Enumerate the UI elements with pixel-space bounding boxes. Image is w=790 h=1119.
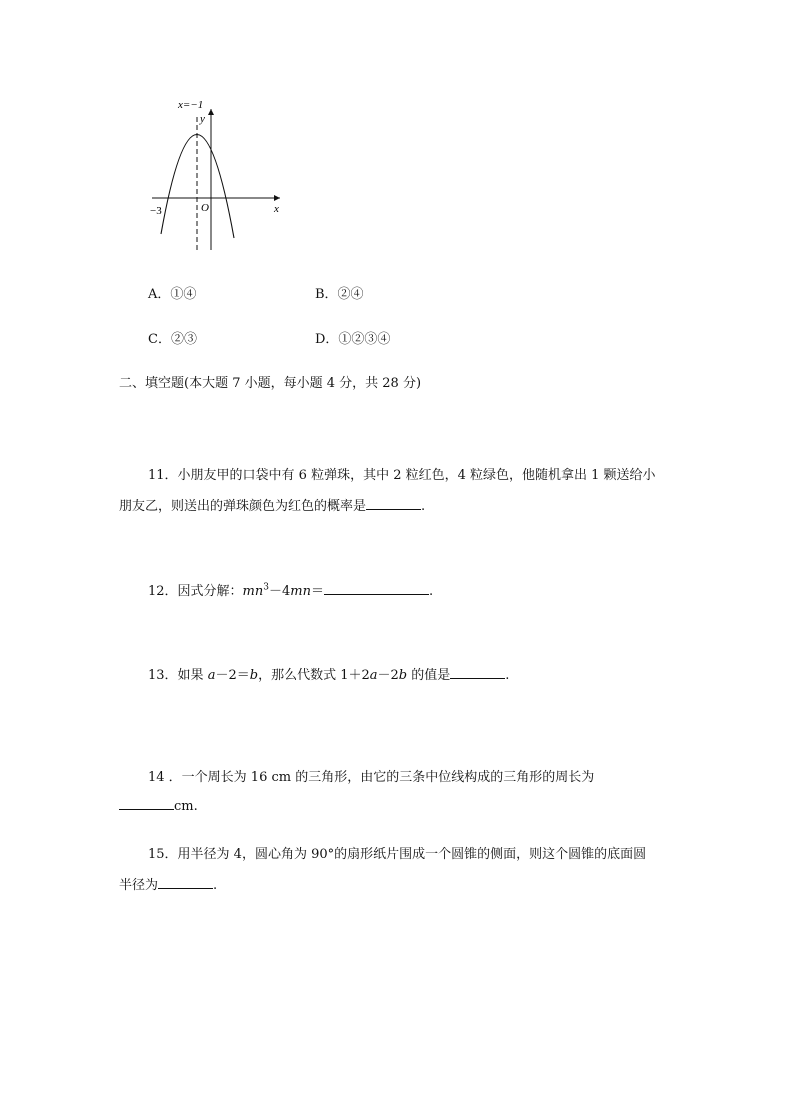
var-a: a (369, 668, 378, 683)
var-b: b (398, 668, 408, 683)
var-a: a (207, 668, 216, 683)
origin-label: O (201, 202, 209, 214)
section-2-heading: 二、填空题(本大题 7 小题，每小题 4 分，共 28 分) (119, 376, 422, 391)
math-text: ，那么代数式 1＋2 (258, 668, 370, 683)
question-14-line-1: 14 ．一个周长为 16 cm 的三角形，由它的三条中位线构成的三角形的周长为 (148, 770, 595, 785)
minus-four: －4 (268, 584, 291, 599)
answer-blank (119, 797, 174, 810)
question-13-end: . (505, 668, 510, 683)
question-12-prefix: 12．因式分解： (148, 584, 243, 599)
math-text: 的值是 (407, 668, 451, 683)
parabola-graph (140, 95, 290, 255)
x-axis-label: x (274, 203, 279, 215)
option-a: A．①④ (148, 287, 197, 302)
question-15-line-2 (119, 874, 217, 893)
question-15-text: 半径为 (119, 878, 159, 893)
equals-sign: ＝ (310, 584, 324, 599)
x-tick-label: −3 (150, 205, 162, 217)
var-b: b (249, 668, 259, 683)
question-12-end: . (428, 584, 434, 599)
option-d: D．①②③④ (315, 332, 391, 347)
answer-blank (158, 876, 213, 889)
question-14-end: cm. (174, 799, 198, 814)
question-12 (148, 580, 433, 599)
question-14-line-2 (119, 797, 198, 814)
math-text: －2 (377, 668, 399, 683)
question-11-line-2 (119, 495, 425, 514)
answer-blank (366, 497, 421, 510)
answer-blank (450, 666, 505, 679)
math-term-mn-2: mn (290, 584, 311, 599)
option-c: C．②③ (148, 332, 197, 347)
math-term-mn: mn (242, 584, 264, 599)
math-text: －2＝ (215, 668, 250, 683)
question-15-line-1: 15．用半径为 4，圆心角为 90°的扇形纸片围成一个圆锥的侧面，则这个圆锥的底面圆 (148, 847, 647, 862)
answer-blank (324, 582, 429, 595)
y-axis-label: y (200, 113, 205, 125)
question-11-end: . (421, 499, 426, 514)
question-11-line-1: 11．小朋友甲的口袋中有 6 粒弹珠，其中 2 粒红色，4 粒绿色，他随机拿出 1 颗送给小 (148, 468, 656, 483)
question-11-text: 朋友乙，则送出的弹珠颜色为红色的概率是 (119, 499, 367, 514)
option-b: B．②④ (315, 287, 364, 302)
exponent: 3 (263, 582, 269, 593)
question-13 (148, 664, 509, 683)
question-13-prefix: 13．如果 (148, 668, 208, 683)
question-15-end: . (213, 878, 218, 893)
symmetry-axis-label: x=−1 (178, 99, 204, 111)
